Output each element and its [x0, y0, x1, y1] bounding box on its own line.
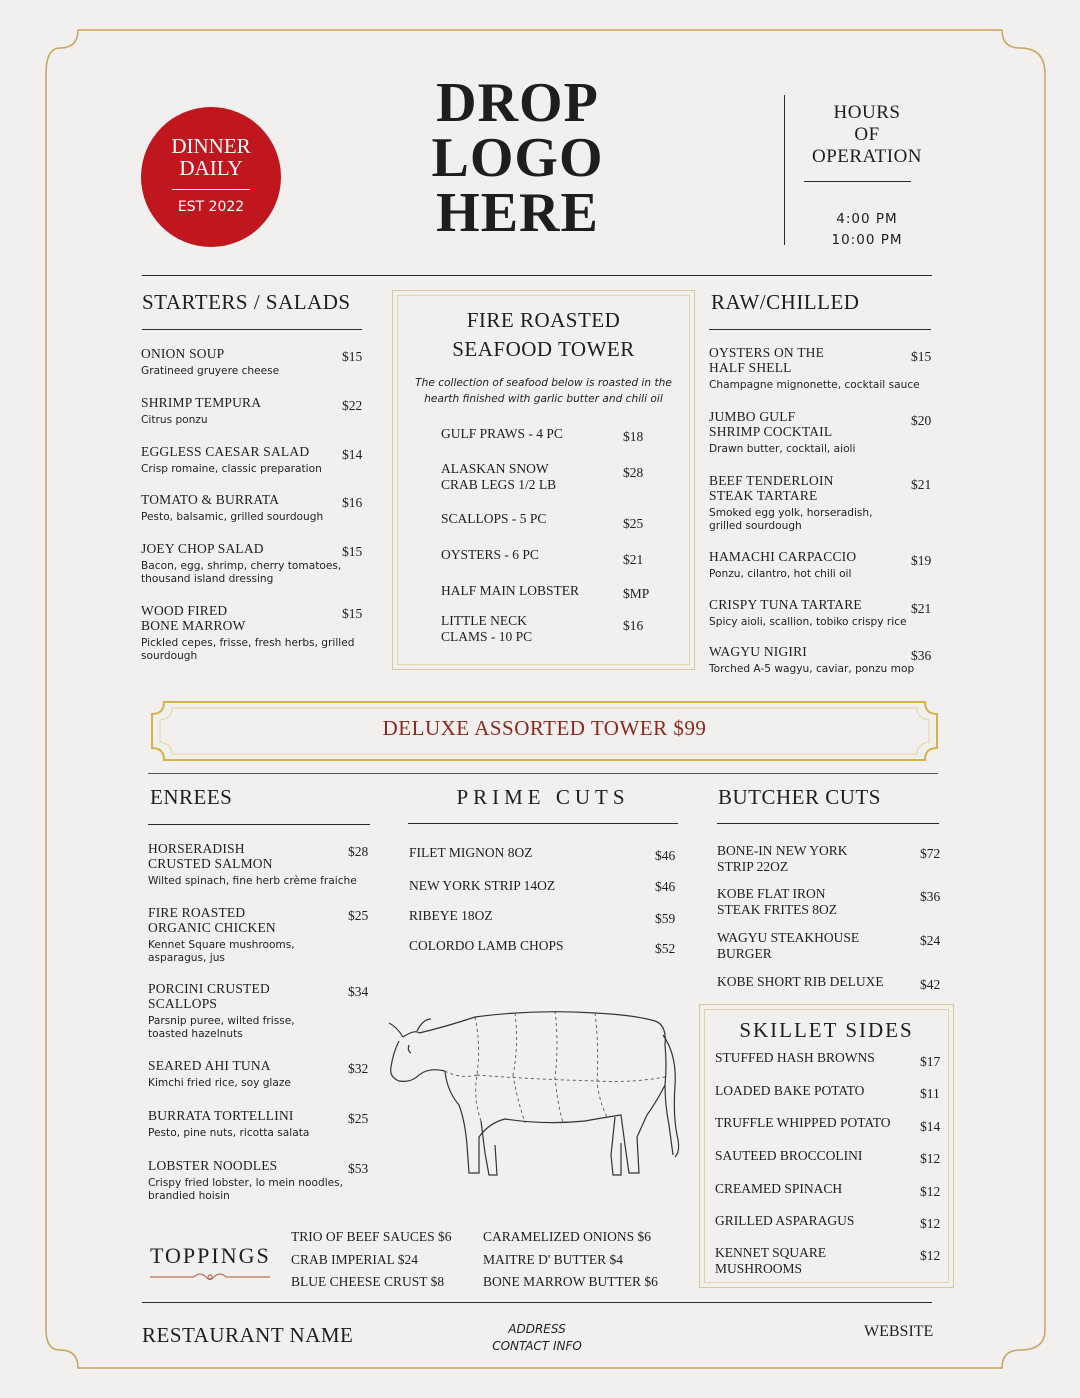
item-desc: Parsnip puree, wilted frisse, toasted hazelnuts: [148, 1015, 295, 1040]
item-price: $15: [342, 544, 363, 559]
item-price: $11: [920, 1086, 940, 1101]
item-desc: Wilted spinach, fine herb crème fraiche: [148, 875, 357, 887]
menu-item: [709, 345, 934, 392]
menu-item: [709, 549, 934, 581]
item-price: $28: [348, 844, 369, 859]
item-price: $15: [342, 349, 363, 364]
toppings-col1: [291, 1226, 452, 1294]
menu-item: [709, 473, 934, 532]
item-name: WOOD FIRED BONE MARROW: [141, 603, 246, 633]
menu-item: [148, 1158, 373, 1202]
item-desc: Crispy fried lobster, lo mein noodles, brandied hoisin: [148, 1177, 344, 1202]
item-name: TOMATO & BURRATA: [141, 492, 280, 507]
butcher-title: BUTCHER CUTS: [718, 785, 881, 809]
item-name: SCALLOPS - 5 PC: [441, 511, 547, 526]
menu-item: [709, 409, 934, 456]
item-desc: Citrus ponzu: [141, 414, 208, 426]
prime-rule: [408, 823, 678, 824]
hours-times: [802, 209, 932, 251]
topping-item: TRIO OF BEEF SAUCES $6: [291, 1229, 452, 1244]
item-price: $18: [623, 429, 644, 444]
item-price: $28: [623, 465, 644, 480]
item-name: NEW YORK STRIP 14OZ: [409, 878, 556, 893]
item-price: $12: [920, 1151, 941, 1166]
hours-close: 10:00 PM: [831, 232, 903, 248]
item-desc: Drawn butter, cocktail, aioli: [709, 443, 856, 455]
item-name: LITTLE NECK CLAMS - 10 PC: [441, 613, 533, 644]
item-name: GRILLED ASPARAGUS: [715, 1213, 855, 1228]
item-desc: Pickled cepes, frisse, fresh herbs, grilled sourdough: [141, 637, 355, 662]
item-name: SHRIMP TEMPURA: [141, 395, 262, 410]
item-name: TRUFFLE WHIPPED POTATO: [715, 1115, 891, 1130]
seafood-tower-desc: The collection of seafood below is roasted in the hearth finished with garlic butter and chili oil: [415, 377, 672, 405]
badge-line2: DAILY: [179, 156, 243, 180]
topping-item: CRAB IMPERIAL $24: [291, 1251, 419, 1267]
item-name: KOBE FLAT IRON STEAK FRITES 8OZ: [717, 886, 838, 917]
item-desc: Pesto, balsamic, grilled sourdough: [141, 511, 324, 523]
flourish-ornament: [148, 1270, 272, 1284]
item-price: $12: [920, 1216, 941, 1231]
menu-item: [148, 1108, 373, 1140]
item-price: $36: [920, 889, 941, 904]
item-name: LOADED BAKE POTATO: [715, 1083, 865, 1098]
item-desc: Smoked egg yolk, horseradish, grilled sourdough: [709, 507, 873, 532]
item-price: $21: [911, 601, 932, 616]
topping-item: CARAMELIZED ONIONS $6: [483, 1229, 651, 1244]
restaurant-name: RESTAURANT NAME: [142, 1323, 354, 1347]
item-price: $16: [342, 495, 363, 510]
toppings-title: TOPPINGS: [150, 1243, 271, 1268]
seafood-tower-title: [392, 306, 695, 364]
item-desc: Kimchi fried rice, soy glaze: [148, 1077, 291, 1089]
item-name: CREAMED SPINACH: [715, 1181, 843, 1196]
item-name: GULF PRAWS - 4 PC: [441, 426, 563, 441]
item-name: HALF MAIN LOBSTER: [441, 583, 580, 598]
hours-title: [802, 102, 932, 168]
hours-title-2: OF: [854, 124, 880, 145]
item-price: $15: [342, 606, 363, 621]
item-desc: Spicy aioli, scallion, tobiko crispy rice: [709, 616, 907, 628]
menu-item: [141, 444, 366, 476]
butcher-rule: [717, 823, 939, 824]
item-desc: Kennet Square mushrooms, asparagus, jus: [148, 939, 295, 964]
hours-divider: [784, 95, 785, 245]
tower-title-2: SEAFOOD TOWER: [452, 337, 635, 361]
footer-rule: [142, 1302, 932, 1303]
item-price: $22: [342, 398, 363, 413]
item-price: $12: [920, 1184, 941, 1199]
item-price: $42: [920, 977, 941, 992]
logo-line2: LOGO: [431, 127, 604, 189]
item-price: $52: [655, 941, 676, 956]
entrees-rule: [148, 824, 370, 825]
hours-open: 4:00 PM: [836, 211, 898, 227]
topping-item: BLUE CHEESE CRUST $8: [291, 1274, 445, 1289]
item-name: HAMACHI CARPACCIO: [709, 549, 857, 564]
tower-title-1: FIRE ROASTED: [466, 308, 621, 332]
item-desc: Torched A-5 wagyu, caviar, ponzu mop: [709, 663, 915, 675]
topping-item: MAITRE D' BUTTER $4: [483, 1251, 624, 1267]
item-name: CRISPY TUNA TARTARE: [709, 597, 862, 612]
item-name: KENNET SQUARE MUSHROOMS: [715, 1245, 827, 1276]
item-name: COLORDO LAMB CHOPS: [409, 938, 564, 953]
item-name: RIBEYE 18OZ: [409, 908, 493, 923]
item-price: $14: [920, 1119, 941, 1134]
menu-item: [141, 395, 366, 427]
menu-item: [148, 1058, 373, 1090]
item-name: OYSTERS ON THE HALF SHELL: [709, 345, 825, 375]
toppings-col2: [483, 1226, 658, 1294]
item-desc: Pesto, pine nuts, ricotta salata: [148, 1127, 310, 1139]
hours-title-3: OPERATION: [811, 146, 923, 167]
item-price: $21: [911, 477, 932, 492]
item-price: $24: [920, 933, 941, 948]
hours-title-1: HOURS: [833, 102, 901, 123]
badge-est: EST 2022: [177, 199, 245, 215]
sides-title: SKILLET SIDES: [739, 1018, 914, 1042]
item-desc: Crisp romaine, classic preparation: [141, 463, 322, 475]
item-desc: Gratineed gruyere cheese: [141, 365, 280, 377]
item-price: $16: [623, 618, 644, 633]
menu-item: [148, 905, 373, 964]
item-price: $36: [911, 648, 932, 663]
hours-rule: [804, 181, 911, 182]
item-price: $72: [920, 846, 941, 861]
menu-item: [148, 841, 373, 888]
item-name: PORCINI CRUSTED SCALLOPS: [148, 981, 270, 1011]
cow-cuts-illustration: [385, 1005, 680, 1190]
raw-rule: [709, 329, 931, 330]
address-block: [437, 1321, 637, 1355]
item-price: $53: [348, 1161, 369, 1176]
menu-item: [709, 597, 934, 629]
item-name: FILET MIGNON 8OZ: [409, 845, 533, 860]
item-name: FIRE ROASTED ORGANIC CHICKEN: [148, 905, 276, 935]
item-price: $34: [348, 984, 369, 999]
item-name: BEEF TENDERLOIN STEAK TARTARE: [709, 473, 834, 503]
prime-title: PRIME CUTS: [456, 785, 630, 809]
item-price: $25: [623, 516, 644, 531]
menu-item: [141, 541, 366, 585]
item-price: $12: [920, 1248, 941, 1263]
item-price: $14: [342, 447, 363, 462]
item-name: WAGYU STEAKHOUSE BURGER: [717, 930, 860, 961]
item-price: $19: [911, 553, 932, 568]
website-text: WEBSITE: [864, 1323, 934, 1340]
item-price: $25: [348, 1111, 369, 1126]
header-rule: [142, 275, 932, 276]
item-price: $46: [655, 848, 676, 863]
item-price: $59: [655, 911, 676, 926]
item-desc: Ponzu, cilantro, hot chili oil: [709, 568, 852, 580]
badge-divider: [172, 189, 250, 190]
entrees-title: ENREES: [150, 785, 233, 809]
item-price: $25: [348, 908, 369, 923]
item-name: ONION SOUP: [141, 346, 225, 361]
item-name: LOBSTER NOODLES: [148, 1158, 278, 1173]
logo-placeholder: [400, 72, 635, 244]
menu-item: [141, 492, 366, 524]
item-price: $17: [920, 1054, 941, 1069]
item-name: WAGYU NIGIRI: [709, 644, 808, 659]
menu-item: [141, 346, 366, 378]
item-price: $MP: [623, 586, 650, 601]
item-name: STUFFED HASH BROWNS: [715, 1050, 875, 1065]
starters-rule: [142, 329, 362, 330]
item-price: $46: [655, 879, 676, 894]
item-name: SAUTEED BROCCOLINI: [715, 1148, 863, 1163]
item-desc: Bacon, egg, shrimp, cherry tomatoes, thousand island dressing: [141, 560, 342, 585]
menu-item: [709, 644, 934, 676]
item-desc: Champagne mignonette, cocktail sauce: [709, 379, 920, 391]
badge-line1: DINNER: [171, 134, 251, 158]
item-name: OYSTERS - 6 PC: [441, 547, 539, 562]
topping-item: BONE MARROW BUTTER $6: [483, 1274, 658, 1289]
menu-item: [141, 603, 366, 662]
logo-line1: DROP: [436, 72, 599, 134]
item-price: $20: [911, 413, 932, 428]
logo-line3: HERE: [436, 182, 599, 244]
menu-item: [148, 981, 373, 1040]
item-name: ALASKAN SNOW CRAB LEGS 1/2 LB: [441, 461, 557, 492]
item-name: SEARED AHI TUNA: [148, 1058, 271, 1073]
item-name: JUMBO GULF SHRIMP COCKTAIL: [709, 409, 833, 439]
item-name: HORSERADISH CRUSTED SALMON: [148, 841, 273, 871]
address-text: ADDRESS: [508, 1322, 566, 1336]
item-price: $21: [623, 552, 644, 567]
dinner-daily-badge: [141, 107, 281, 247]
item-name: KOBE SHORT RIB DELUXE: [717, 974, 884, 989]
starters-title: STARTERS / SALADS: [142, 290, 351, 314]
item-price: $32: [348, 1061, 369, 1076]
raw-title: RAW/CHILLED: [711, 290, 860, 314]
item-name: BONE-IN NEW YORK STRIP 22OZ: [717, 843, 848, 874]
item-name: BURRATA TORTELLINI: [148, 1108, 294, 1123]
item-price: $15: [911, 349, 932, 364]
item-name: EGGLESS CAESAR SALAD: [141, 444, 310, 459]
item-name: JOEY CHOP SALAD: [141, 541, 264, 556]
mid-rule: [148, 773, 938, 774]
deluxe-tower-label: DELUXE ASSORTED TOWER $99: [382, 716, 707, 740]
contact-info-text: CONTACT INFO: [492, 1339, 582, 1353]
